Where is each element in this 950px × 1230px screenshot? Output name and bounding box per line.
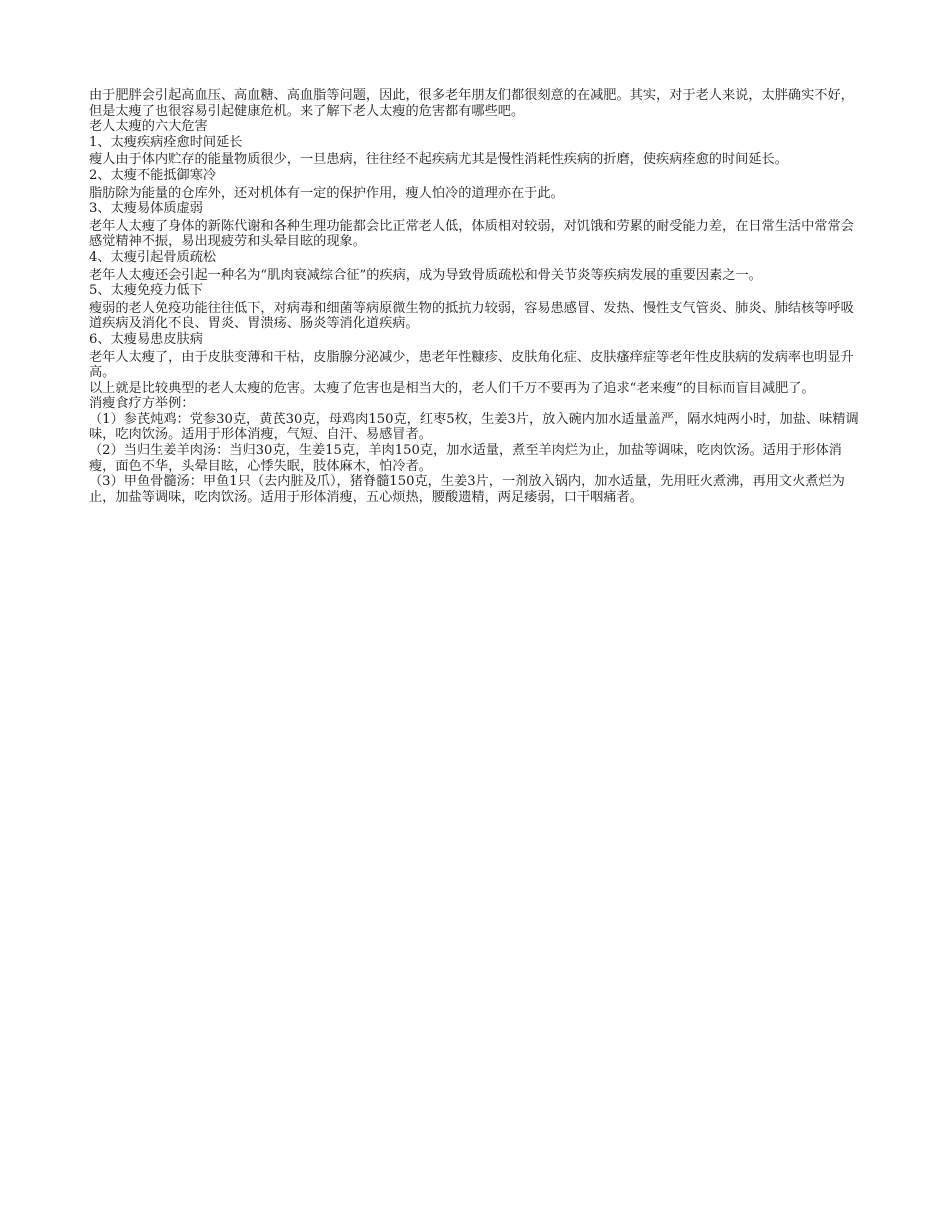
section-6-body: 老年人太瘦了，由于皮肤变薄和干枯，皮脂腺分泌减少，患老年性糠疹、皮肤角化症、皮肤瘙痒症等老年性皮肤病的发病率也明显升高。 (89, 349, 854, 381)
section-3-body: 老年人太瘦了身体的新陈代谢和各种生理功能都会比正常老人低，体质相对较弱，对饥饿和劳累的耐受能力差，在日常生活中常常会感觉精神不振，易出现疲劳和头晕目眩的现象。 (89, 218, 854, 250)
section-5-body: 瘦弱的老人免疫功能往往低下，对病毒和细菌等病原微生物的抵抗力较弱，容易患感冒、发热、慢性支气管炎、肺炎、肺结核等呼吸道疾病及消化不良、胃炎、胃溃疡、肠炎等消化道疾病。 (89, 300, 854, 332)
section-3-heading: 3、太瘦易体质虚弱 (89, 201, 203, 217)
intro-paragraph: 由于肥胖会引起高血压、高血糖、高血脂等问题，因此，很多老年朋友们都很刻意的在减肥。其实，对于老人来说，太胖确实不好，但是太瘦了也很容易引起健康危机。来了解下老人太瘦的危害都有哪些吧。 (89, 88, 854, 119)
recipes-title: 消瘦食疗方举例： (89, 396, 195, 412)
section-1-heading: 1、太瘦疾病痊愈时间延长 (89, 134, 243, 150)
recipe-item: （2）当归生姜羊肉汤：当归30克，生姜15克，羊肉150克，加水适量，煮至羊肉烂为止，加盐等调味，吃肉饮汤。适用于形体消瘦，面色不华，头晕目眩，心悸失眠，肢体麻木，怕冷者。 (89, 443, 842, 474)
section-4-body: 老年人太瘦还会引起一种名为“肌肉衰减综合征”的疾病，成为导致骨质疏松和骨关节炎等疾病发展的重要因素之一。 (89, 267, 762, 283)
section-5-heading: 5、太瘦免疫力低下 (89, 283, 203, 299)
section-1-body: 瘦人由于体内贮存的能量物质很少，一旦患病，往往经不起疾病尤其是慢性消耗性疾病的折磨，使疾病痊愈的时间延长。 (89, 152, 788, 168)
main-title: 老人太瘦的六大危害 (89, 119, 208, 135)
conclusion-paragraph: 以上就是比较典型的老人太瘦的危害。太瘦了危害也是相当大的，老人们千万不要再为了追求“老来瘦”的目标而盲目减肥了。 (89, 380, 815, 396)
section-2-body: 脂肪除为能量的仓库外，还对机体有一定的保护作用，瘦人怕冷的道理亦在于此。 (89, 185, 564, 201)
recipe-item: （3）甲鱼骨髓汤：甲鱼1只（去内脏及爪），猪脊髓150克，生姜3片，一剂放入锅内，加水适量，先用旺火煮沸，再用文火煮烂为止，加盐等调味，吃肉饮汤。适用于形体消瘦，五心烦热，腰酸遗精，两足痿弱，口干咽痛者。 (89, 474, 845, 505)
recipe-item: （1）参芪炖鸡：党参30克，黄芪30克，母鸡肉150克，红枣5枚，生姜3片，放入碗内加水适量盖严，隔水炖两小时，加盐、味精调味，吃肉饮汤。适用于形体消瘦，气短、自汗、易感冒者。 (89, 411, 859, 443)
document-page (89, 88, 861, 505)
section-2-heading: 2、太瘦不能抵御寒冷 (89, 167, 217, 183)
section-6-heading: 6、太瘦易患皮肤病 (89, 331, 203, 347)
section-4-heading: 4、太瘦引起骨质疏松 (89, 249, 217, 265)
